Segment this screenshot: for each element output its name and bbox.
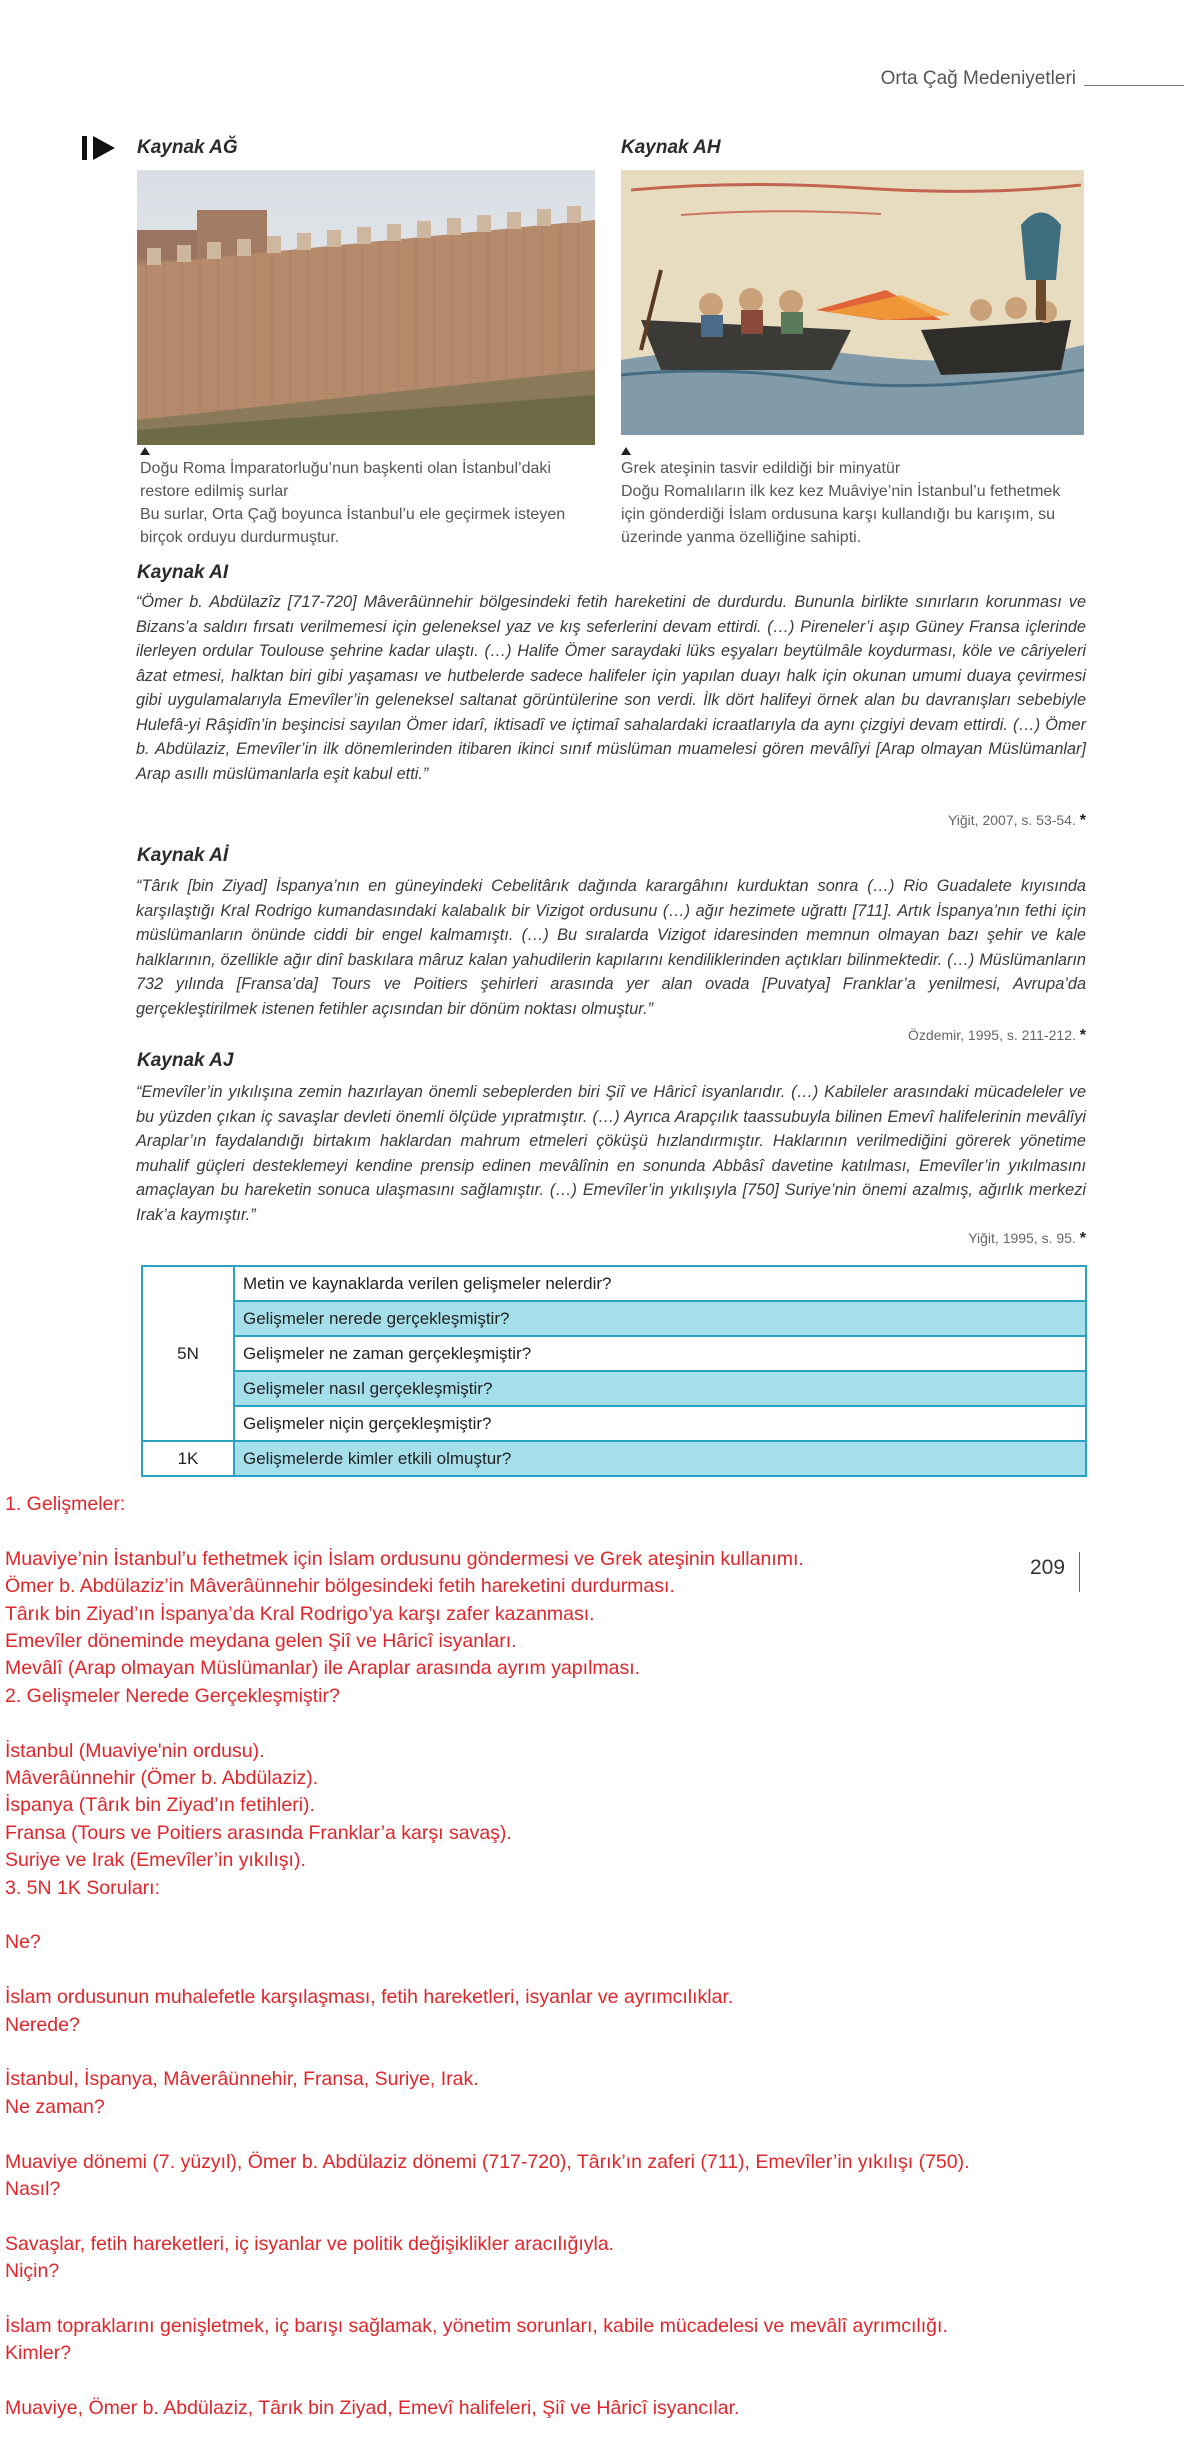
source-ai-dot-quote: “Târık [bin Ziyad] İspanya’nın en güneyindeki Cebelitârık dağında karargâhını kurduktan sonra (…) Rio Guadalete kıyısında karşılaştığı Kral Rodrigo kumandasındaki kalabalık bir Vizigot ordusunu (…) ağır hezimete uğrattı [711]. Artık İspanya’nın fethi için müslümanların önünde ciddi bir engel kalmamıştı. (…) Bu sıralarda Vizigot idaresinden memnun olmayan bazı şehir ve kale halklarının, özellikle ağır dinî baskılara mâruz kalan yahudilerin kapılarını kendiliklerinden açtıkları bilinmektedir. (…) Müslümanların 732 yılında [Fransa’da] Tours ve Poitiers şehirleri arasında yer alan ovada [Puvatya] Franklar’a yenilmesi, Avrupa’da gerçekleştirilmek istenen fetihler açısından bir dönüm noktası olmuştur.” (136, 877, 1086, 1018)
answer-line: İslam topraklarını genişletmek, iç barışı sağlamak, yönetim sorunları, kabile mücadelesi ve mevâlî ayrımcılığı. (5, 2315, 948, 2338)
answer-line: İstanbul (Muaviye'nin ordusu). (5, 1739, 265, 1762)
caption-line: birçok orduyu durdurmuştur. (140, 529, 340, 546)
caption-line: Doğu Romalıların ilk kez kez Muâviye’nin İstanbul’u fethetmek (621, 483, 1061, 500)
answer-line: Suriye ve Irak (Emevîler’in yıkılışı). (5, 1849, 306, 1872)
page-number: 209 (1030, 1556, 1066, 1579)
source-aj-title: Kaynak AJ (137, 1050, 234, 1071)
answer-line (5, 1710, 1175, 1737)
answer-line (5, 2121, 1175, 2148)
answer-line (5, 2203, 1175, 2230)
answer-line: Târık bin Ziyad’ın İspanya’da Kral Rodrigo’ya karşı zafer kazanması. (5, 1602, 595, 1625)
caption-pointer-icon (140, 447, 150, 455)
page-header (881, 64, 1184, 94)
answer-line: Muaviye’nin İstanbul’u fethetmek için İslam ordusunu göndermesi ve Grek ateşinin kullanımı. (5, 1547, 804, 1570)
answer-line: Kimler? (5, 2342, 72, 2365)
chapter-title: Orta Çağ Medeniyetleri (880, 68, 1076, 89)
caption-line: Doğu Roma İmparatorluğu’nun başkenti olan İstanbul’daki (140, 460, 551, 477)
source-ai-quote: “Ömer b. Abdülazîz [717-720] Mâverâünnehir bölgesindeki fetih hareketini de durdurdu. Bununla birlikte sınırların korunması ve Bizans’a saldırı fırsatı verilmemesi için geleneksel yaz ve kış seferlerini devam ettirdi. (…) Pireneler’i aşıp Güney Fransa içlerinde ilerleyen ordular Toulouse şehrine kadar ulaştı. (…) Halife Ömer saraydaki lüks eşyaları beytülmâle koydurması, köle ve câriyeleri âzat etmesi, halktan biri gibi yaşaması ve hutbelerde sadece halifeler için yapılan duayı halk için okunan umumi duaya çevirmesi gibi uygulamalarıyla Emevîler’in geleneksel saltanat görüntülerine son verdi. İlk dört halifeyi örnek alan bu davranışları sebebiyle Hulefâ-yi Râşidîn’in beşincisi sayılan Ömer idarî, iktisadî ve içtimaî sahalardaki icraatlarıyla da aynı çizgiyi devam ettirdi. (…) Ömer b. Abdülaziz, Emevîler’in ilk dönemlerinden itibaren ikinci sınıf müslüman muamelesi gören mevâlîyi [Arap olmayan Müslümanlar] Arap asıllı müslümanlarla eşit kabul etti.” (136, 593, 1086, 783)
answer-line (5, 1957, 1175, 1984)
answer-line: Muaviye, Ömer b. Abdülaziz, Târık bin Ziyad, Emevî halifeleri, Şiî ve Hâricî isyancılar. (5, 2397, 740, 2420)
answer-line (5, 2368, 1175, 2395)
label-1k: 1K (142, 1441, 234, 1476)
answer-line: Muaviye dönemi (7. yüzyıl), Ömer b. Abdülaziz dönemi (717-720), Târık’ın zaferi (711), Emevîler’in yıkılışı (750). (5, 2150, 970, 2173)
answer-line: Mevâlî (Arap olmayan Müslümanlar) ile Araplar arasında ayrım yapılması. (5, 1657, 641, 1680)
answer-line: İstanbul, İspanya, Mâverâünnehir, Fransa, Suriye, Irak. (5, 2068, 479, 2091)
caption-line: Bu surlar, Orta Çağ boyunca İstanbul’u ele geçirmek isteyen (140, 506, 566, 523)
source-marker-icon (82, 136, 115, 160)
source-ah-caption (621, 447, 1091, 549)
source-ag-caption (140, 447, 600, 549)
answer-line (5, 1902, 1175, 1929)
answer-line: Fransa (Tours ve Poitiers arasında Franklar’a karşı savaş). (5, 1821, 512, 1844)
answer-line: Emevîler döneminde meydana gelen Şiî ve Hâricî isyanları. (5, 1630, 517, 1653)
source-ag-title: Kaynak AĞ (137, 137, 238, 158)
question-what: Metin ve kaynaklarda verilen gelişmeler nelerdir? (234, 1266, 1086, 1301)
answer-line: Ne zaman? (5, 2095, 105, 2118)
question-how: Gelişmeler nasıl gerçekleşmiştir? (234, 1371, 1086, 1406)
caption-line: restore edilmiş surlar (140, 483, 289, 500)
answer-line: Nerede? (5, 2013, 80, 2036)
caption-line: için gönderdiği İslam ordusuna karşı kullandığı bu karışım, su (621, 506, 1055, 523)
answer-notes (5, 1491, 1175, 2423)
answer-line: Nasıl? (5, 2178, 61, 2201)
question-who: Gelişmelerde kimler etkili olmuştur? (234, 1441, 1086, 1476)
source-ai-dot-citation: Özdemir, 1995, s. 211-212. * (908, 1027, 1086, 1044)
answer-line: Ne? (5, 1931, 41, 1954)
answer-line: 3. 5N 1K Soruları: (5, 1876, 160, 1899)
caption-line: Grek ateşinin tasvir edildiği bir minyatür (621, 460, 901, 477)
answer-line: Mâverâünnehir (Ömer b. Abdülaziz). (5, 1767, 319, 1790)
caption-pointer-icon (621, 447, 631, 455)
city-walls-photo (137, 170, 595, 445)
question-where: Gelişmeler nerede gerçekleşmiştir? (234, 1301, 1086, 1336)
label-5n: 5N (142, 1266, 234, 1441)
answer-line: İspanya (Târık bin Ziyad’ın fetihleri). (5, 1794, 315, 1817)
answer-line: Niçin? (5, 2260, 60, 2283)
answer-line (5, 2039, 1175, 2066)
question-when: Gelişmeler ne zaman gerçekleşmiştir? (234, 1336, 1086, 1371)
answer-line (5, 1518, 1175, 1545)
source-ai-citation: Yiğit, 2007, s. 53-54. * (947, 812, 1086, 829)
caption-line: üzerinde yanma özelliğine sahipti. (621, 529, 862, 546)
answer-line: 1. Gelişmeler: (5, 1493, 126, 1515)
answer-line (5, 2286, 1175, 2313)
answer-line: 2. Gelişmeler Nerede Gerçekleşmiştir? (5, 1684, 340, 1707)
question-why: Gelişmeler niçin gerçekleşmiştir? (234, 1406, 1086, 1441)
answer-line: İslam ordusunun muhalefetle karşılaşması, fetih hareketleri, isyanlar ve ayrımcılıklar. (5, 1986, 734, 2009)
answer-line: Ömer b. Abdülaziz’in Mâverâünnehir bölgesindeki fetih hareketini durdurması. (5, 1575, 675, 1598)
source-aj-quote: “Emevîler’in yıkılışına zemin hazırlayan önemli sebeplerden biri Şiî ve Hâricî isyanlarıdır. (…) Kabileler arasındaki mücadeleler ve bu yüzden çıkan iç savaşlar devleti önemli ölçüde yıpratmıştır. (…) Ayrıca Arapçılık taassubuyla bilinen Emevî halifelerinin mevâlîyi Araplar’ın faydalandığı birtakım haklardan mahrum etmeleri çöküşü hızlandırmıştır. Haklarının verilmediğini görerek yönetime muhalif güçleri desteklemeyi kendine prensip edinen mevâlînin en sonunda Abbâsî davetine katılması, Emevîler’in yıkılmasını amaçlayan bu hareketin sonuca ulaşmasını sağlamıştır. (…) Emevîler’in yıkılışıyla [750] Suriye’nin önemi azalmış, ağırlık merkezi Irak’a kaymıştır.” (136, 1083, 1086, 1224)
source-aj-citation: Yiğit, 1995, s. 95. * (968, 1230, 1086, 1247)
source-ai-title: Kaynak AI (137, 562, 229, 583)
answer-line: Savaşlar, fetih hareketleri, iç isyanlar ve politik değişiklikler aracılığıyla. (5, 2232, 615, 2255)
source-ai-dot-title: Kaynak Aİ (137, 845, 229, 866)
header-rule (1084, 85, 1184, 86)
source-ah-title: Kaynak AH (621, 137, 721, 158)
greek-fire-miniature (621, 170, 1084, 435)
five-w-one-h-table (141, 1265, 1087, 1477)
